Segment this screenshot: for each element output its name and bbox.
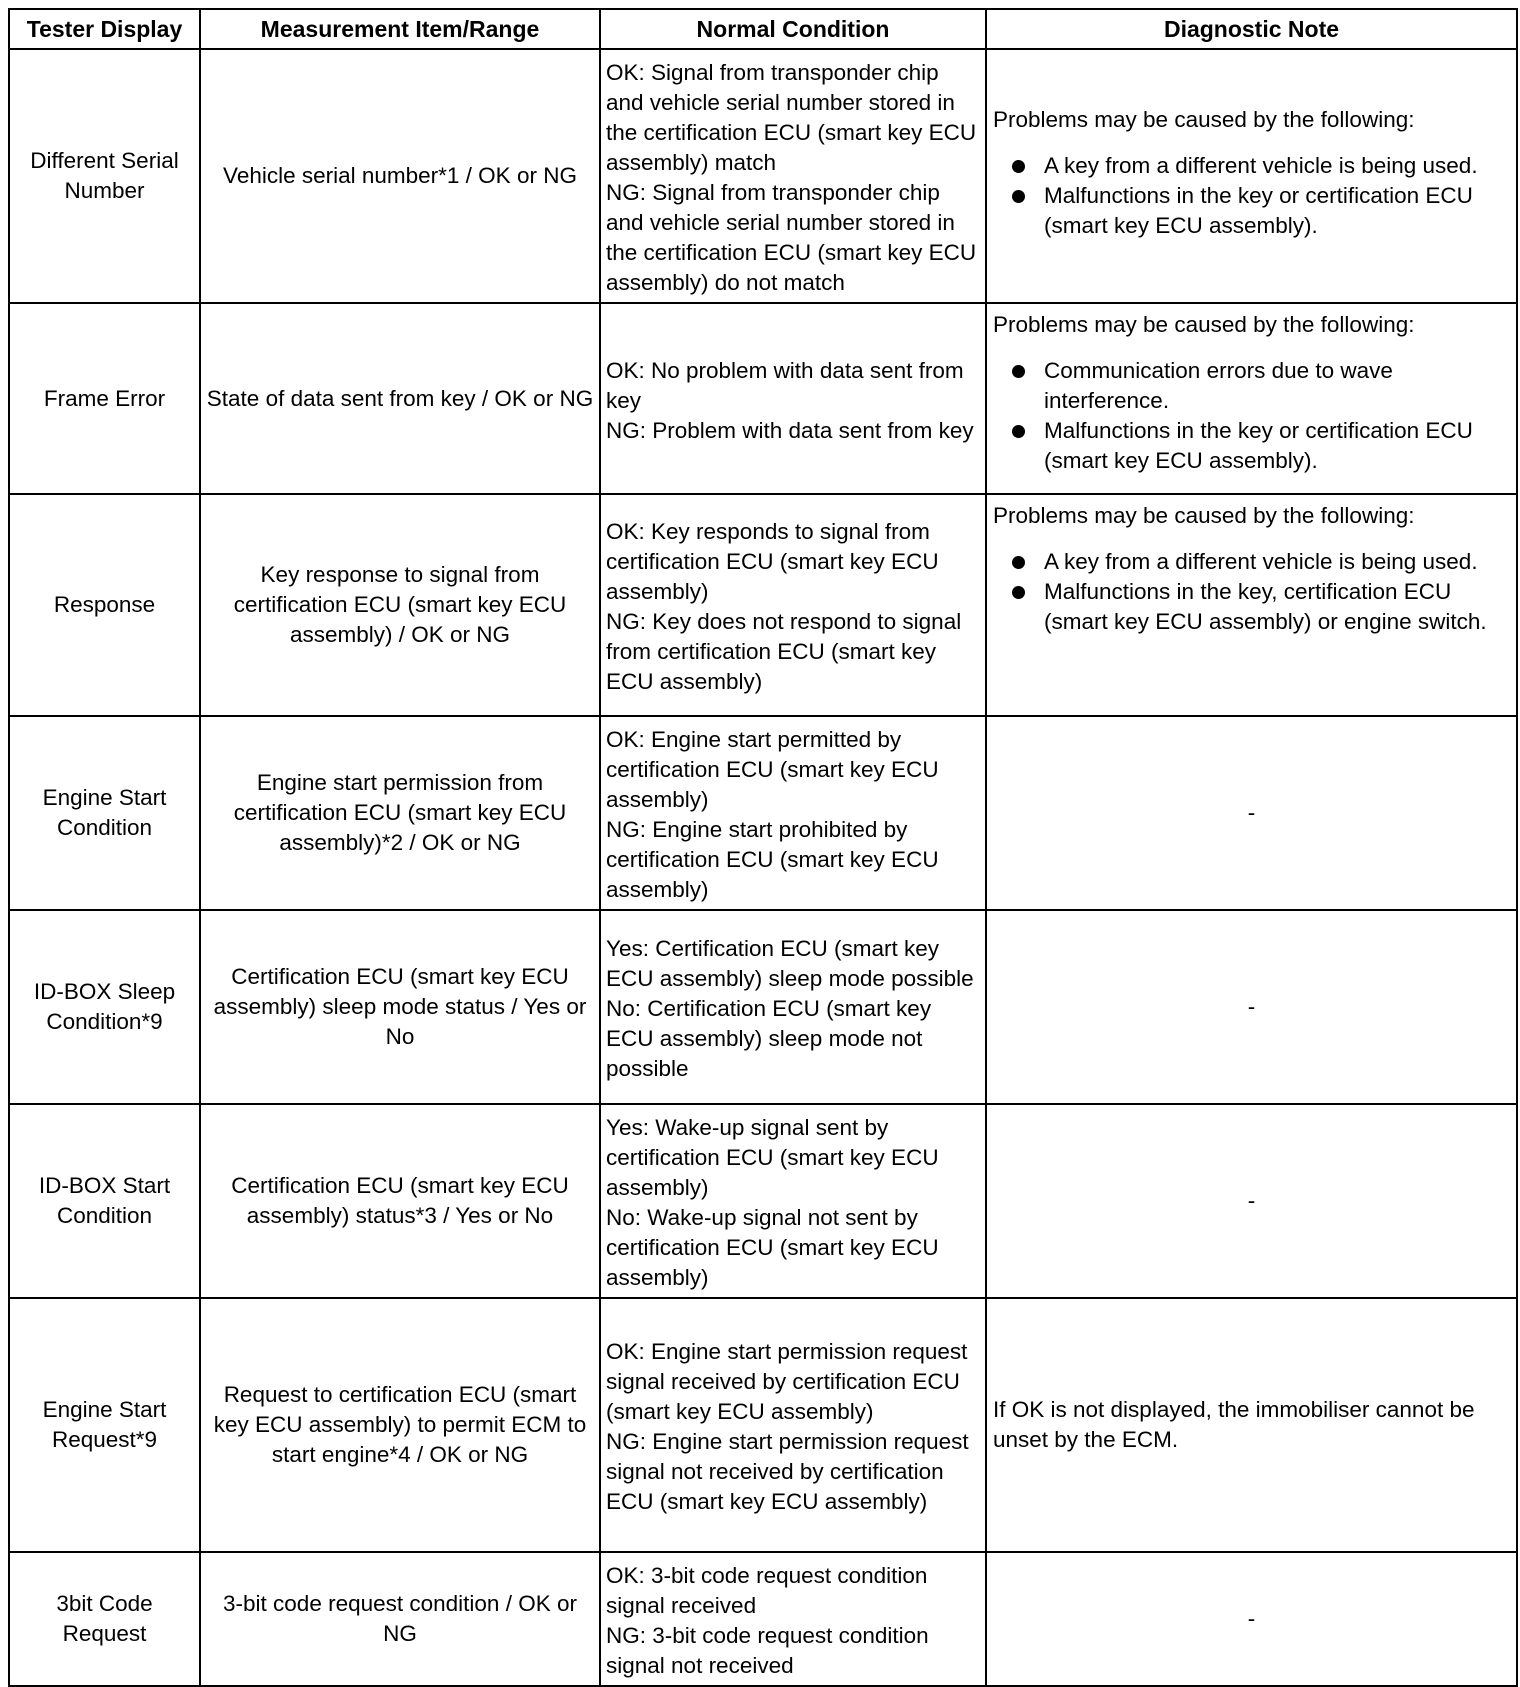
table-row	[9, 910, 1517, 1104]
table-header-row	[9, 9, 1517, 49]
note-bullet	[993, 181, 1511, 241]
measurement-cell: Request to certification ECU (smart key ECU assembly) to permit ECM to start engine*4 / OK or NG	[200, 1298, 600, 1552]
diagnostic-note-cell: -	[986, 1104, 1517, 1298]
note-bullet-text: Malfunctions in the key, certification ECU (smart key ECU assembly) or engine switch.	[1044, 579, 1487, 634]
tester-display-cell: Engine Start Request*9	[9, 1298, 200, 1552]
note-intro: Problems may be caused by the following:	[993, 503, 1415, 528]
normal-ok-text: OK: No problem with data sent from key	[606, 357, 964, 413]
normal-ng-text: NG: Engine start prohibited by certification ECU (smart key ECU assembly)	[606, 817, 939, 902]
header-diagnostic-note: Diagnostic Note	[986, 9, 1517, 49]
bullet-dot-icon	[1012, 556, 1025, 569]
bullet-dot-icon	[1012, 586, 1025, 599]
table-row	[9, 1298, 1517, 1552]
data-list-table	[8, 8, 1518, 1687]
tester-display-cell: ID-BOX Start Condition	[9, 1104, 200, 1298]
measurement-cell: Engine start permission from certification ECU (smart key ECU assembly)*2 / OK or NG	[200, 716, 600, 910]
note-bullet	[993, 151, 1511, 181]
bullet-dot-icon	[1012, 190, 1025, 203]
normal-ok-text: OK: Engine start permission request signal received by certification ECU (smart key ECU assembly)	[606, 1339, 968, 1424]
header-tester-display: Tester Display	[9, 9, 200, 49]
note-bullet-text: Communication errors due to wave interference.	[1044, 358, 1393, 413]
table-row	[9, 494, 1517, 716]
header-normal-condition: Normal Condition	[600, 9, 986, 49]
normal-condition-cell	[600, 1298, 986, 1552]
bullet-dot-icon	[1012, 160, 1025, 173]
table-row	[9, 1104, 1517, 1298]
bullet-dot-icon	[1012, 425, 1025, 438]
normal-condition-cell	[600, 1104, 986, 1298]
table-row	[9, 1552, 1517, 1686]
tester-display-cell: Different Serial Number	[9, 49, 200, 303]
measurement-cell: 3-bit code request condition / OK or NG	[200, 1552, 600, 1686]
note-intro: Problems may be caused by the following:	[993, 312, 1415, 337]
diagnostic-note-cell: If OK is not displayed, the immobiliser cannot be unset by the ECM.	[986, 1298, 1517, 1552]
normal-condition-cell	[600, 1552, 986, 1686]
measurement-cell: Certification ECU (smart key ECU assembly) status*3 / Yes or No	[200, 1104, 600, 1298]
normal-ok-text: OK: Signal from transponder chip and vehicle serial number stored in the certification ECU (smart key ECU assembly) match	[606, 60, 977, 175]
note-bullet-text: A key from a different vehicle is being used.	[1044, 153, 1478, 178]
note-bullet	[993, 577, 1511, 637]
note-bullet-text: A key from a different vehicle is being used.	[1044, 549, 1478, 574]
normal-ng-text: No: Certification ECU (smart key ECU assembly) sleep mode not possible	[606, 996, 932, 1081]
diagnostic-note-cell: -	[986, 1552, 1517, 1686]
tester-display-cell: Response	[9, 494, 200, 716]
normal-ng-text: NG: Key does not respond to signal from certification ECU (smart key ECU assembly)	[606, 609, 962, 694]
measurement-cell: Certification ECU (smart key ECU assembly) sleep mode status / Yes or No	[200, 910, 600, 1104]
note-bullet	[993, 356, 1511, 416]
note-bullet	[993, 416, 1511, 476]
normal-ok-text: Yes: Wake-up signal sent by certification ECU (smart key ECU assembly)	[606, 1115, 939, 1200]
note-bullet	[993, 547, 1511, 577]
note-bullet-list	[993, 547, 1511, 637]
normal-condition-cell	[600, 910, 986, 1104]
note-bullet-text: Malfunctions in the key or certification ECU (smart key ECU assembly).	[1044, 418, 1473, 473]
bullet-dot-icon	[1012, 365, 1025, 378]
tester-display-cell: Frame Error	[9, 303, 200, 494]
measurement-cell: Vehicle serial number*1 / OK or NG	[200, 49, 600, 303]
normal-ok-text: OK: Engine start permitted by certification ECU (smart key ECU assembly)	[606, 727, 939, 812]
table-row	[9, 49, 1517, 303]
normal-ok-text: OK: Key responds to signal from certification ECU (smart key ECU assembly)	[606, 519, 939, 604]
normal-condition-cell	[600, 49, 986, 303]
diagnostic-note-cell: -	[986, 716, 1517, 910]
measurement-cell: State of data sent from key / OK or NG	[200, 303, 600, 494]
diagnostic-note-cell: -	[986, 910, 1517, 1104]
normal-condition-cell	[600, 716, 986, 910]
normal-condition-cell	[600, 303, 986, 494]
tester-display-cell: Engine Start Condition	[9, 716, 200, 910]
table-row	[9, 716, 1517, 910]
header-measurement: Measurement Item/Range	[200, 9, 600, 49]
normal-ok-text: OK: 3-bit code request condition signal received	[606, 1563, 928, 1618]
normal-ng-text: NG: 3-bit code request condition signal not received	[606, 1623, 929, 1678]
measurement-cell: Key response to signal from certification ECU (smart key ECU assembly) / OK or NG	[200, 494, 600, 716]
note-intro: Problems may be caused by the following:	[993, 107, 1415, 132]
tester-display-cell: ID-BOX Sleep Condition*9	[9, 910, 200, 1104]
normal-ok-text: Yes: Certification ECU (smart key ECU assembly) sleep mode possible	[606, 936, 974, 991]
note-bullet-text: Malfunctions in the key or certification ECU (smart key ECU assembly).	[1044, 183, 1473, 238]
table-row	[9, 303, 1517, 494]
tester-display-cell: 3bit Code Request	[9, 1552, 200, 1686]
normal-ng-text: NG: Engine start permission request signal not received by certification ECU (smart key ECU assembly)	[606, 1429, 969, 1514]
diagnostic-note-cell	[986, 49, 1517, 303]
normal-ng-text: NG: Signal from transponder chip and vehicle serial number stored in the certification ECU (smart key ECU assembly) do not match	[606, 180, 977, 295]
normal-condition-cell	[600, 494, 986, 716]
note-bullet-list	[993, 151, 1511, 241]
data-list-table-wrapper	[8, 8, 1518, 1687]
diagnostic-note-cell	[986, 303, 1517, 494]
diagnostic-note-cell	[986, 494, 1517, 716]
normal-ng-text: NG: Problem with data sent from key	[606, 417, 974, 443]
note-bullet-list	[993, 356, 1511, 476]
normal-ng-text: No: Wake-up signal not sent by certification ECU (smart key ECU assembly)	[606, 1205, 939, 1290]
